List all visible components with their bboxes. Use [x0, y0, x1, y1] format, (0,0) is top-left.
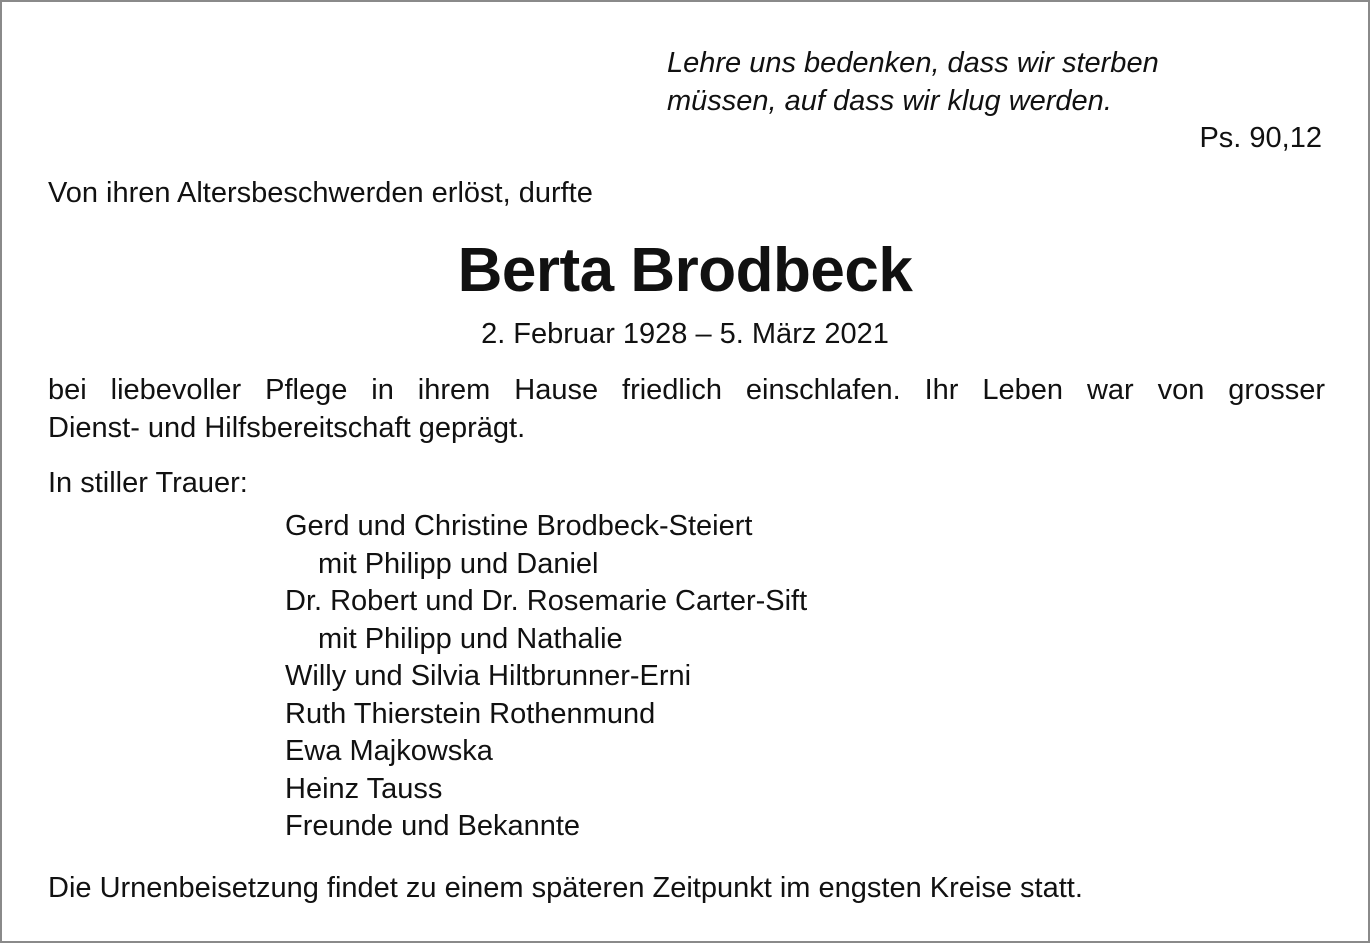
mourner-line: Ruth Thierstein Rothenmund — [285, 698, 656, 730]
body-text-line-2: Dienst- und Hilfsbereitschaft geprägt. — [48, 412, 526, 444]
verse-line-1: Lehre uns bedenken, dass wir sterben — [667, 47, 1159, 79]
mourner-line: Dr. Robert und Dr. Rosemarie Carter-Sift — [285, 585, 808, 617]
verse-line-2: müssen, auf dass wir klug werden. — [667, 85, 1112, 117]
mourner-line: Ewa Majkowska — [285, 735, 493, 767]
mourner-line: mit Philipp und Daniel — [318, 548, 599, 580]
intro-text: Von ihren Altersbeschwerden erlöst, durfte — [48, 177, 593, 209]
verse-reference: Ps. 90,12 — [1199, 122, 1322, 154]
mourner-line: Willy und Silvia Hiltbrunner-Erni — [285, 660, 692, 692]
mourner-line: mit Philipp und Nathalie — [318, 623, 623, 655]
mourning-heading: In stiller Trauer: — [48, 467, 248, 499]
closing-text: Die Urnenbeisetzung findet zu einem späteren Zeitpunkt im engsten Kreise statt. — [48, 872, 1083, 904]
body-text-line-1: bei liebevoller Pflege in ihrem Hause friedlich einschlafen. Ihr Leben war von grosser — [48, 374, 1325, 406]
mourner-line: Heinz Tauss — [285, 773, 443, 805]
mourner-line: Gerd und Christine Brodbeck-Steiert — [285, 510, 753, 542]
deceased-name: Berta Brodbeck — [457, 236, 913, 305]
life-dates: 2. Februar 1928 – 5. März 2021 — [481, 318, 889, 350]
mourner-line: Freunde und Bekannte — [285, 810, 581, 842]
